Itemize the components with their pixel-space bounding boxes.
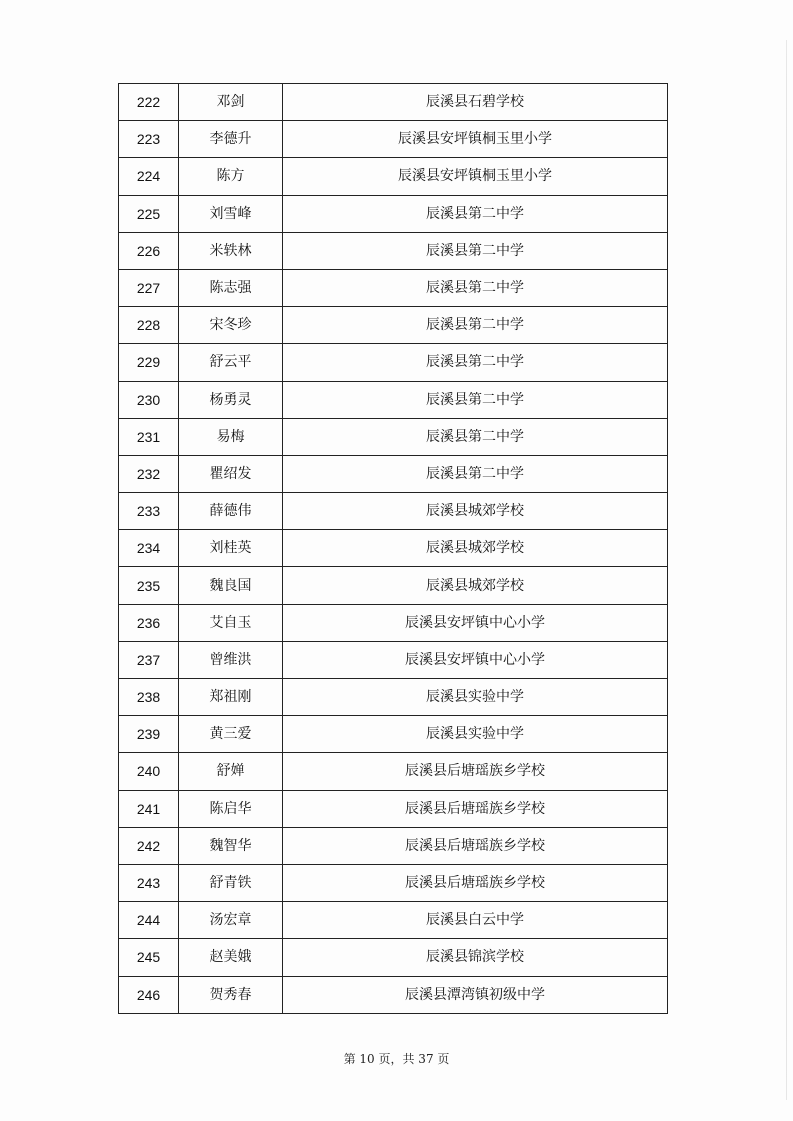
table-row [119,493,668,530]
table-row [119,381,668,418]
row-number-cell: 241 [119,790,179,827]
name-cell: 艾自玉 [179,604,283,641]
name-cell: 魏智华 [179,827,283,864]
school-cell: 辰溪县安坪镇桐玉里小学 [283,121,668,158]
name-cell: 薛德伟 [179,493,283,530]
school-cell: 辰溪县安坪镇桐玉里小学 [283,158,668,195]
row-number-cell: 233 [119,493,179,530]
name-cell: 黄三爱 [179,716,283,753]
page-footer: 第 10 页，共 37 页 [343,1052,450,1066]
name-cell: 陈方 [179,158,283,195]
table-row [119,158,668,195]
school-cell: 辰溪县第二中学 [283,195,668,232]
school-cell: 辰溪县白云中学 [283,902,668,939]
table-row [119,716,668,753]
table-row [119,753,668,790]
table-row [119,790,668,827]
table-row [119,567,668,604]
row-number-cell: 236 [119,604,179,641]
school-cell: 辰溪县第二中学 [283,455,668,492]
name-cell: 瞿绍发 [179,455,283,492]
school-cell: 辰溪县第二中学 [283,344,668,381]
table-row [119,902,668,939]
roster-table-body [119,84,668,1014]
table-row [119,455,668,492]
table-row [119,939,668,976]
name-cell: 刘桂英 [179,530,283,567]
name-cell: 曾维洪 [179,641,283,678]
row-number-cell: 229 [119,344,179,381]
school-cell: 辰溪县后塘瑶族乡学校 [283,827,668,864]
table-row [119,195,668,232]
row-number-cell: 226 [119,232,179,269]
school-cell: 辰溪县后塘瑶族乡学校 [283,753,668,790]
row-number-cell: 237 [119,641,179,678]
name-cell: 舒云平 [179,344,283,381]
table-row [119,121,668,158]
name-cell: 杨勇灵 [179,381,283,418]
row-number-cell: 231 [119,418,179,455]
name-cell: 魏良国 [179,567,283,604]
table-row [119,269,668,306]
school-cell: 辰溪县第二中学 [283,269,668,306]
school-cell: 辰溪县石碧学校 [283,84,668,121]
name-cell: 舒青铁 [179,864,283,901]
school-cell: 辰溪县后塘瑶族乡学校 [283,864,668,901]
table-row [119,232,668,269]
school-cell: 辰溪县第二中学 [283,381,668,418]
row-number-cell: 228 [119,307,179,344]
school-cell: 辰溪县安坪镇中心小学 [283,641,668,678]
table-row [119,864,668,901]
name-cell: 汤宏章 [179,902,283,939]
school-cell: 辰溪县第二中学 [283,232,668,269]
school-cell: 辰溪县潭湾镇初级中学 [283,976,668,1013]
row-number-cell: 232 [119,455,179,492]
school-cell: 辰溪县城郊学校 [283,493,668,530]
row-number-cell: 244 [119,902,179,939]
row-number-cell: 230 [119,381,179,418]
row-number-cell: 246 [119,976,179,1013]
school-cell: 辰溪县实验中学 [283,716,668,753]
name-cell: 宋冬珍 [179,307,283,344]
row-number-cell: 225 [119,195,179,232]
row-number-cell: 245 [119,939,179,976]
row-number-cell: 222 [119,84,179,121]
name-cell: 刘雪峰 [179,195,283,232]
table-row [119,307,668,344]
table-row [119,84,668,121]
school-cell: 辰溪县锦滨学校 [283,939,668,976]
school-cell: 辰溪县实验中学 [283,679,668,716]
school-cell: 辰溪县安坪镇中心小学 [283,604,668,641]
row-number-cell: 224 [119,158,179,195]
row-number-cell: 235 [119,567,179,604]
school-cell: 辰溪县城郊学校 [283,567,668,604]
school-cell: 辰溪县城郊学校 [283,530,668,567]
name-cell: 郑祖刚 [179,679,283,716]
name-cell: 李德升 [179,121,283,158]
table-row [119,530,668,567]
scan-edge-line [786,40,787,1100]
row-number-cell: 242 [119,827,179,864]
name-cell: 邓剑 [179,84,283,121]
name-cell: 米轶林 [179,232,283,269]
table-row [119,604,668,641]
row-number-cell: 239 [119,716,179,753]
school-cell: 辰溪县第二中学 [283,307,668,344]
name-cell: 陈启华 [179,790,283,827]
school-cell: 辰溪县第二中学 [283,418,668,455]
name-cell: 陈志强 [179,269,283,306]
school-cell: 辰溪县后塘瑶族乡学校 [283,790,668,827]
table-row [119,641,668,678]
row-number-cell: 223 [119,121,179,158]
table-row [119,976,668,1013]
row-number-cell: 238 [119,679,179,716]
name-cell: 易梅 [179,418,283,455]
row-number-cell: 243 [119,864,179,901]
name-cell: 舒婵 [179,753,283,790]
row-number-cell: 234 [119,530,179,567]
row-number-cell: 240 [119,753,179,790]
name-cell: 赵美娥 [179,939,283,976]
name-cell: 贺秀春 [179,976,283,1013]
row-number-cell: 227 [119,269,179,306]
table-row [119,344,668,381]
table-row [119,679,668,716]
table-row [119,827,668,864]
roster-table [118,83,668,1014]
table-row [119,418,668,455]
